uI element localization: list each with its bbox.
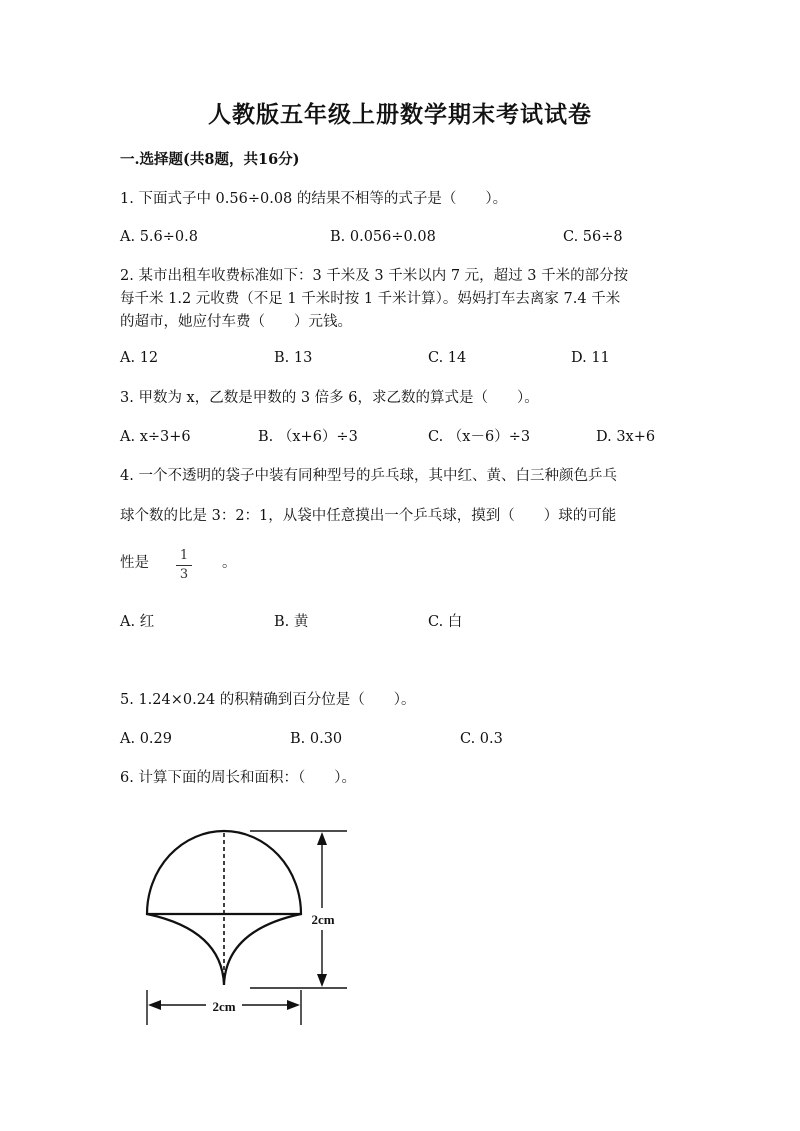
question-2-line-1: 2. 某市出租车收费标准如下：3 千米及 3 千米以内 7 元，超过 3 千米的部分按 (120, 268, 629, 284)
q4-option-a[interactable]: A. 红 (120, 614, 155, 630)
q3-option-d[interactable]: D. 3x+6 (596, 429, 656, 445)
q3-option-a[interactable]: A. x÷3+6 (120, 429, 191, 445)
q4-option-c[interactable]: C. 白 (428, 614, 463, 630)
right-quarter-arc (224, 914, 301, 985)
q3-option-b[interactable]: B. （x+6）÷3 (258, 429, 358, 445)
question-4-end: 。 (222, 555, 237, 571)
question-5-stem: 5. 1.24×0.24 的积精确到百分位是（ ）。 (120, 692, 416, 708)
width-label: 2cm (212, 999, 236, 1014)
question-6-stem: 6. 计算下面的周长和面积：（ ）。 (120, 770, 356, 786)
question-3-stem: 3. 甲数为 x，乙数是甲数的 3 倍多 6，求乙数的算式是（ ）。 (120, 390, 539, 406)
question-4-line-2: 球个数的比是 3：2：1，从袋中任意摸出一个乒乓球，摸到（ ）球的可能 (120, 508, 617, 524)
height-label: 2cm (311, 912, 335, 927)
q5-option-b[interactable]: B. 0.30 (290, 731, 343, 747)
q1-option-a[interactable]: A. 5.6÷0.8 (120, 229, 198, 245)
question-1-stem: 1. 下面式子中 0.56÷0.08 的结果不相等的式子是（ ）。 (120, 191, 508, 207)
q2-option-d[interactable]: D. 11 (571, 350, 610, 366)
q4-option-b[interactable]: B. 黄 (274, 614, 309, 630)
page-title: 人教版五年级上册数学期末考试试卷 (208, 101, 592, 128)
question-4-line-1: 4. 一个不透明的袋子中装有同种型号的乒乓球，其中红、黄、白三种颜色乒乓 (120, 468, 617, 484)
q5-option-a[interactable]: A. 0.29 (120, 731, 172, 747)
width-arrow-right (287, 1000, 300, 1010)
q3-option-c[interactable]: C. （x－6）÷3 (428, 429, 531, 445)
height-arrow-up (317, 832, 327, 845)
q2-option-c[interactable]: C. 14 (428, 350, 467, 366)
q2-option-b[interactable]: B. 13 (274, 350, 313, 366)
section-heading: 一.选择题(共8题，共16分) (120, 151, 300, 168)
question-4-line-3: 性是 (120, 555, 149, 571)
question-2-line-3: 的超市，她应付车费（ ）元钱。 (120, 314, 352, 330)
q2-option-a[interactable]: A. 12 (120, 350, 159, 366)
height-arrow-down (317, 974, 327, 987)
q1-option-b[interactable]: B. 0.056÷0.08 (330, 229, 436, 245)
fraction-denominator: 3 (179, 567, 189, 582)
left-quarter-arc (147, 914, 224, 985)
question-2-line-2: 每千米 1.2 元收费（不足 1 千米时按 1 千米计算）。妈妈打车去离家 7.4 千米 (120, 291, 621, 307)
fraction-numerator: 1 (179, 548, 189, 563)
width-arrow-left (148, 1000, 161, 1010)
q1-option-c[interactable]: C. 56÷8 (563, 229, 623, 245)
q5-option-c[interactable]: C. 0.3 (460, 731, 503, 747)
